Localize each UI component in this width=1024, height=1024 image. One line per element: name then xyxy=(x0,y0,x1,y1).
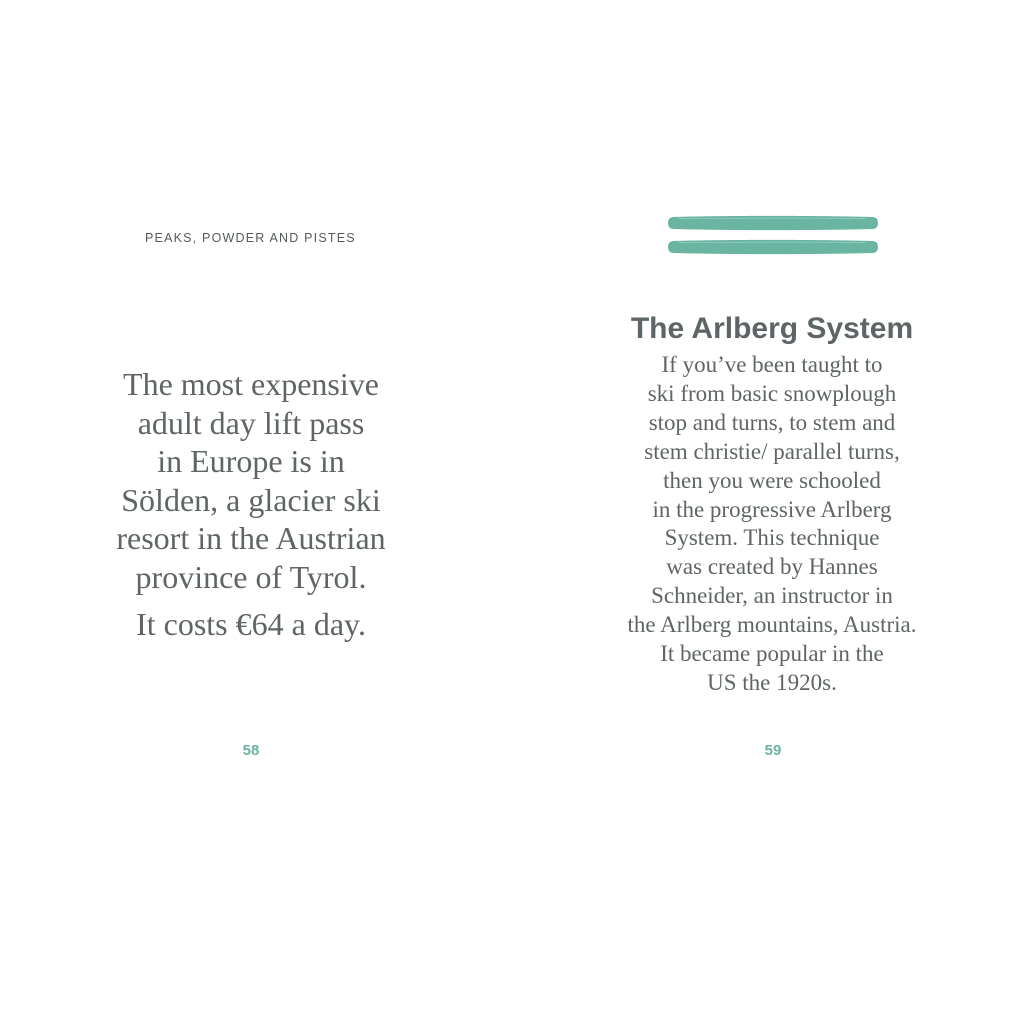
fact-text xyxy=(0,365,502,644)
running-head: PEAKS, POWDER AND PISTES xyxy=(145,231,356,245)
fact-line: province of Tyrol. xyxy=(135,558,367,595)
body-line: stop and turns, to stem and xyxy=(648,409,896,435)
body-line: in the progressive Arlberg xyxy=(652,496,892,522)
fact-line: Sölden, a glacier ski xyxy=(121,481,381,518)
skis-icon xyxy=(666,212,880,258)
body-line: System. This technique xyxy=(664,525,880,551)
body-line: ski from basic snowplough xyxy=(647,380,897,406)
page-number-left: 58 xyxy=(242,742,260,759)
fact-paragraph xyxy=(0,365,502,596)
body-line: US the 1920s. xyxy=(707,669,837,695)
body-line: was created by Hannes xyxy=(666,554,878,580)
article-body xyxy=(572,351,972,698)
fact-line: The most expensive xyxy=(123,366,379,402)
fact-line: adult day lift pass xyxy=(137,404,365,441)
body-line: stem christie/ parallel turns, xyxy=(644,438,900,464)
body-line: then you were schooled xyxy=(663,467,881,493)
body-line: Schneider, an instructor in xyxy=(651,583,893,609)
body-line: the Arlberg mountains, Austria. xyxy=(627,612,917,638)
page-number-right: 59 xyxy=(764,742,782,759)
body-line: If you’ve been taught to xyxy=(661,352,883,377)
fact-cost-line: It costs €64 a day. xyxy=(136,606,366,642)
fact-line: in Europe is in xyxy=(157,443,345,479)
article-title: The Arlberg System xyxy=(630,312,914,345)
body-line: It became popular in the xyxy=(660,641,884,667)
fact-line: resort in the Austrian xyxy=(116,520,386,556)
right-page xyxy=(512,0,1024,1024)
